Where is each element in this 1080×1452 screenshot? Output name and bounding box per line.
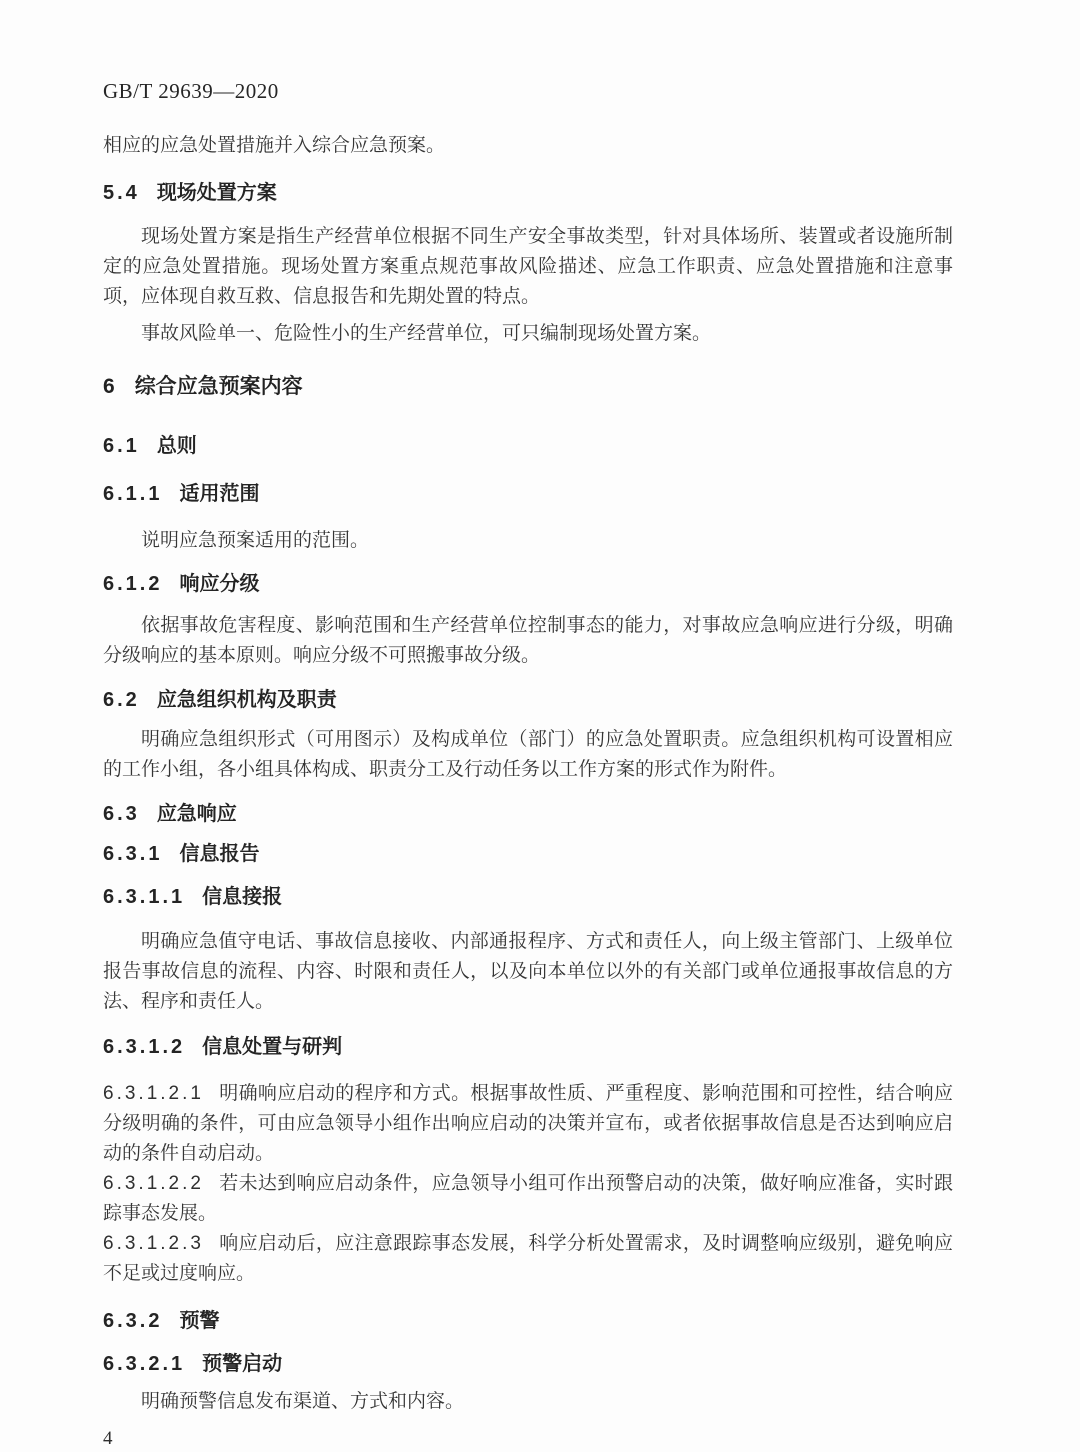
section-heading-6-1-1 [103, 479, 953, 509]
section-heading-6-3-2-1 [103, 1349, 953, 1379]
section-heading-6-3-1-1 [103, 882, 953, 912]
section-number: 6.3.1.2 [103, 1036, 186, 1058]
section-number: 6.3.1.1 [103, 886, 186, 908]
section-number: 6.3.2 [103, 1310, 163, 1332]
section-title: 预警 [179, 1310, 220, 1332]
section-heading-6-2 [103, 685, 953, 715]
paragraph: 相应的应急处置措施并入综合应急预案。 [103, 135, 446, 156]
paragraph: 明确应急值守电话、事故信息接收、内部通报程序、方式和责任人，向上级主管部门、上级单位报告事故信息的流程、内容、时限和责任人，以及向本单位以外的有关部门或单位通报事故信息的方法、程序和责任人。 [103, 931, 953, 1012]
page-content [103, 0, 953, 1452]
page-number: 4 [103, 1428, 113, 1449]
section-number: 6.3 [103, 803, 140, 825]
clause-number: 6.3.1.2.1 [103, 1083, 204, 1104]
clause-text: 明确响应启动的程序和方式。根据事故性质、严重程度、影响范围和可控性，结合响应分级明确的条件，可由应急领导小组作出响应启动的决策并宣布，或者依据事故信息是否达到响应启动的条件自动启动。 [103, 1083, 953, 1164]
section-number: 6.2 [103, 689, 140, 711]
section-title: 现场处置方案 [156, 182, 277, 204]
clause-paragraph-6-3-1-2-3 [103, 1229, 953, 1289]
section-heading-6-3-1-2 [103, 1032, 953, 1062]
section-heading-6-3-2 [103, 1306, 953, 1336]
section-heading-5-4 [103, 178, 953, 208]
section-title: 信息处置与研判 [202, 1036, 343, 1058]
paragraph: 依据事故危害程度、影响范围和生产经营单位控制事态的能力，对事故应急响应进行分级，明确分级响应的基本原则。响应分级不可照搬事故分级。 [103, 615, 953, 666]
section-number: 6.1 [103, 435, 140, 457]
clause-paragraph-6-3-1-2-2 [103, 1169, 953, 1229]
section-title: 预警启动 [202, 1353, 283, 1375]
paragraph: 明确应急组织形式（可用图示）及构成单位（部门）的应急处置职责。应急组织机构可设置相应的工作小组，各小组具体构成、职责分工及行动任务以工作方案的形式作为附件。 [103, 729, 953, 780]
section-heading-6-3 [103, 799, 953, 829]
paragraph: 现场处置方案是指生产经营单位根据不同生产安全事故类型，针对具体场所、装置或者设施所制定的应急处置措施。现场处置方案重点规范事故风险描述、应急工作职责、应急处置措施和注意事项，应体现自救互救、信息报告和先期处置的特点。 [103, 226, 953, 307]
section-number: 6.3.2.1 [103, 1353, 186, 1375]
chapter-heading-6 [103, 371, 953, 403]
clause-number: 6.3.1.2.2 [103, 1173, 204, 1194]
paragraph: 事故风险单一、危险性小的生产经营单位，可只编制现场处置方案。 [141, 323, 712, 344]
paragraph: 说明应急预案适用的范围。 [141, 530, 370, 551]
clause-text: 响应启动后，应注意跟踪事态发展，科学分析处置需求，及时调整响应级别，避免响应不足或过度响应。 [103, 1233, 953, 1284]
section-title: 应急响应 [156, 803, 237, 825]
section-heading-6-3-1 [103, 839, 953, 869]
section-title: 信息接报 [202, 886, 283, 908]
paragraph: 明确预警信息发布渠道、方式和内容。 [141, 1391, 465, 1412]
chapter-number: 6 [103, 375, 118, 398]
section-number: 6.3.1 [103, 843, 163, 865]
section-heading-6-1 [103, 431, 953, 461]
section-number: 6.1.2 [103, 573, 163, 595]
section-title: 应急组织机构及职责 [156, 689, 337, 711]
section-number: 5.4 [103, 182, 140, 204]
clause-paragraph-6-3-1-2-1 [103, 1079, 953, 1169]
clause-number: 6.3.1.2.3 [103, 1233, 204, 1254]
clause-text: 若未达到响应启动条件，应急领导小组可作出预警启动的决策，做好响应准备，实时跟踪事态发展。 [103, 1173, 953, 1224]
section-heading-6-1-2 [103, 569, 953, 599]
section-title: 适用范围 [179, 483, 260, 505]
section-title: 总则 [156, 435, 197, 457]
chapter-title: 综合应急预案内容 [134, 375, 303, 398]
standard-number-header: GB/T 29639—2020 [103, 79, 279, 103]
section-title: 响应分级 [179, 573, 260, 595]
section-title: 信息报告 [179, 843, 260, 865]
section-number: 6.1.1 [103, 483, 163, 505]
